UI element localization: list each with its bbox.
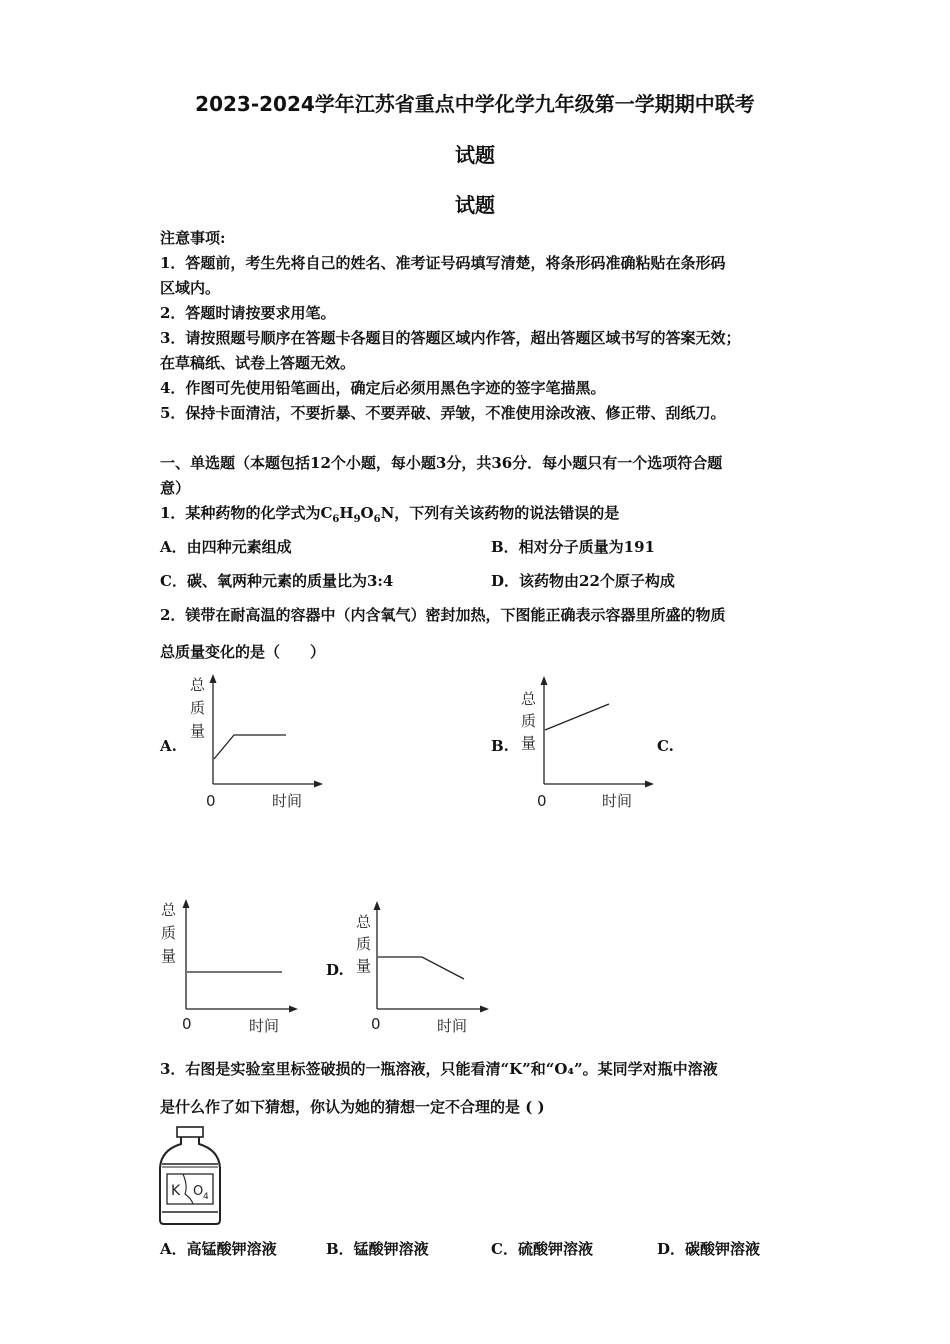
q1-formula: $C_6H_9O_6N$ xyxy=(320,504,395,525)
note-item: 1．答题前，考生先将自己的姓名、准考证号码填写清楚，将条形码准确粘贴在条形码 xyxy=(160,254,726,272)
y-axis-arrow xyxy=(210,674,217,683)
y-label: 量 xyxy=(521,734,537,752)
q2-graph-d xyxy=(346,895,496,1041)
origin-label: 0 xyxy=(206,792,216,810)
note-item: 4．作图可先使用铅笔画出，确定后必须用黑色字迹的签字笔描黑。 xyxy=(160,379,606,397)
mass-curve xyxy=(545,704,609,730)
origin-label: 0 xyxy=(537,792,547,810)
label-k: K xyxy=(171,1183,181,1199)
x-label: 时间 xyxy=(602,792,633,810)
bottle-cap xyxy=(177,1127,203,1137)
torn-edge xyxy=(183,1174,193,1204)
q3-option-a: A．高锰酸钾溶液 xyxy=(160,1240,277,1258)
note-item: 区域内。 xyxy=(160,279,221,297)
q3-option-d: D．碳酸钾溶液 xyxy=(657,1240,761,1258)
y-label: 质 xyxy=(521,712,537,730)
q2-stem-line2: 总质量变化的是（ ） xyxy=(160,643,326,661)
section-heading: 一、单选题（本题包括12个小题，每小题3分，共36分．每小题只有一个选项符合题 xyxy=(160,454,723,472)
q2-graph-c xyxy=(155,893,305,1041)
y-label: 质 xyxy=(190,699,206,717)
x-label: 时间 xyxy=(437,1017,468,1035)
q2-graph-a xyxy=(180,668,330,816)
label-o: O xyxy=(193,1184,204,1199)
label-sub: 4 xyxy=(203,1192,209,1202)
x-axis-arrow xyxy=(289,1006,298,1013)
mass-curve xyxy=(378,957,464,979)
section-heading-line2: 意） xyxy=(160,479,191,497)
q1-stem: 1．某种药物的化学式为$C_6H_9O_6N$，下列有关该药物的说法错误的是 xyxy=(160,504,620,525)
y-axis-arrow xyxy=(374,901,381,910)
note-item: 2．答题时请按要求用笔。 xyxy=(160,304,336,322)
mass-curve xyxy=(214,735,286,759)
origin-label: 0 xyxy=(182,1015,192,1033)
x-label: 时间 xyxy=(272,792,303,810)
q2-stem: 2．镁带在耐高温的容器中（内含氧气）密封加热，下图能正确表示容器里所盛的物质 xyxy=(160,606,726,624)
y-label: 质 xyxy=(356,935,372,953)
q2-option-c-label: C. xyxy=(657,737,674,755)
y-label: 总 xyxy=(190,676,206,694)
q3-option-b: B．锰酸钾溶液 xyxy=(326,1240,429,1258)
q2-graph-b xyxy=(511,670,661,816)
bottle-body xyxy=(160,1137,220,1224)
q3-option-c: C．硫酸钾溶液 xyxy=(491,1240,593,1258)
x-label: 时间 xyxy=(249,1017,280,1035)
y-label: 量 xyxy=(161,947,177,965)
q3-bottle-illustration xyxy=(155,1124,225,1228)
note-item: 在草稿纸、试卷上答题无效。 xyxy=(160,354,356,372)
q2-option-b-label: B. xyxy=(491,737,509,755)
y-label: 质 xyxy=(161,924,177,942)
q1-option-c: C．碳、氧两种元素的质量比为3:4 xyxy=(160,572,394,590)
x-axis-arrow xyxy=(645,781,654,788)
note-item: 3．请按照题号顺序在答题卡各题目的答题区域内作答，超出答题区域书写的答案无效； xyxy=(160,329,741,347)
x-axis-arrow xyxy=(480,1006,489,1013)
x-axis-arrow xyxy=(314,781,323,788)
q2-option-d-label: D. xyxy=(326,961,344,979)
page-title: 2023-2024学年江苏省重点中学化学九年级第一学期期中联考 xyxy=(195,92,755,116)
y-label: 总 xyxy=(521,690,537,708)
y-label: 总 xyxy=(161,901,177,919)
y-axis-arrow xyxy=(183,899,190,908)
notes-heading: 注意事项: xyxy=(160,229,226,247)
y-label: 总 xyxy=(356,913,372,931)
q1-option-d: D．该药物由22个原子构成 xyxy=(491,572,675,590)
y-label: 量 xyxy=(190,722,206,740)
y-axis-arrow xyxy=(541,676,548,685)
page-subtitle: 试题 xyxy=(455,193,495,217)
q3-stem: 3．右图是实验室里标签破损的一瓶溶液，只能看清“K”和“O₄”。某同学对瓶中溶液 xyxy=(160,1060,718,1078)
origin-label: 0 xyxy=(371,1015,381,1033)
q2-option-a-label: A. xyxy=(160,737,177,755)
q1-option-a: A．由四种元素组成 xyxy=(160,538,292,556)
q3-stem-line2: 是什么作了如下猜想，你认为她的猜想一定不合理的是 ( ) xyxy=(160,1098,545,1116)
page-title-line2: 试题 xyxy=(455,143,495,167)
note-item: 5．保持卡面清洁，不要折暴、不要弄破、弄皱，不准使用涂改液、修正带、刮纸刀。 xyxy=(160,404,726,422)
y-label: 量 xyxy=(356,957,372,975)
q1-option-b: B．相对分子质量为191 xyxy=(491,538,655,556)
